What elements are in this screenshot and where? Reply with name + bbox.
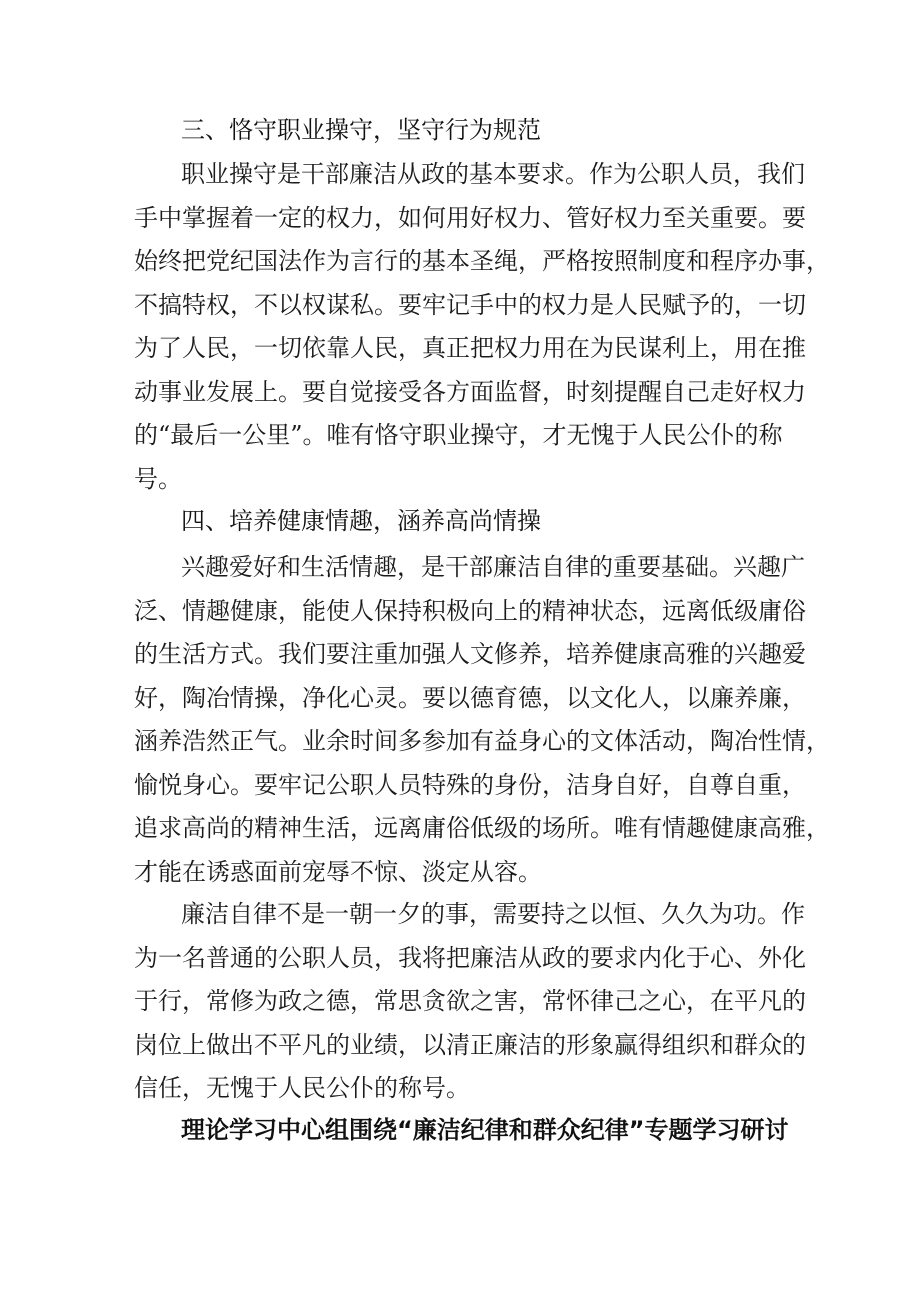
text-line: 不搞特权，不以权谋私。要牢记手中的权力是人民赋予的，一切 — [134, 290, 806, 319]
text-line: 追求高尚的精神生活，远离庸俗低级的场所。唯有情趣健康高雅， — [134, 814, 830, 842]
text-line: 的“最后一公里”。唯有恪守职业操守，才无愧于人民公仆的称 — [134, 421, 783, 449]
text-line: 泛、情趣健康，能使人保持积极向上的精神状态，远离低级庸俗 — [134, 596, 806, 625]
text-line: 愉悦身心。要牢记公职人员特殊的身份，洁身自好，自尊自重， — [134, 770, 806, 799]
text-line: 兴趣爱好和生活情趣，是干部廉洁自律的重要基础。兴趣广 — [181, 553, 805, 581]
text-line: 号。 — [134, 464, 182, 493]
text-line: 为了人民，一切依靠人民，真正把权力用在为民谋利上，用在推 — [134, 334, 806, 362]
text-line: 始终把党纪国法作为言行的基本圣绳，严格按照制度和程序办事， — [134, 247, 830, 275]
section-heading-3: 三、恪守职业操守，坚守行为规范 — [181, 116, 541, 144]
text-line: 好，陶冶情操，净化心灵。要以德育德，以文化人，以廉养廉， — [134, 683, 806, 712]
text-line: 手中掌握着一定的权力，如何用好权力、管好权力至关重要。要 — [134, 203, 806, 232]
text-line: 动事业发展上。要自觉接受各方面监督，时刻提醒自己走好权力 — [134, 377, 806, 406]
section-heading-4: 四、培养健康情趣，涵养高尚情操 — [181, 507, 541, 535]
text-line: 才能在诱惑面前宠辱不惊、淡定从容。 — [134, 857, 542, 886]
text-line: 信任，无愧于人民公仆的称号。 — [134, 1074, 470, 1102]
section-paragraph-4 — [134, 546, 830, 894]
text-line: 廉洁自律不是一朝一夕的事，需要持之以恒、久久为功。作 — [181, 900, 805, 928]
next-article-title: 理论学习中心组围绕“廉洁纪律和群众纪律”专题学习研讨 — [181, 1116, 789, 1144]
text-line: 职业操守是干部廉洁从政的基本要求。作为公职人员，我们 — [181, 160, 805, 188]
text-line: 于行，常修为政之德，常思贪欲之害，常怀律己之心，在平凡的 — [134, 987, 806, 1015]
section-paragraph-3 — [134, 153, 830, 501]
text-line: 岗位上做出不平凡的业绩，以清正廉洁的形象赢得组织和群众的 — [134, 1030, 806, 1059]
closing-paragraph — [134, 893, 806, 1111]
text-line: 的生活方式。我们要注重加强人文修养，培养健康高雅的兴趣爱 — [134, 640, 806, 668]
text-line: 为一名普通的公职人员，我将把廉洁从政的要求内化于心、外化 — [134, 943, 806, 972]
text-line: 涵养浩然正气。业余时间多参加有益身心的文体活动，陶冶性情， — [134, 727, 830, 755]
